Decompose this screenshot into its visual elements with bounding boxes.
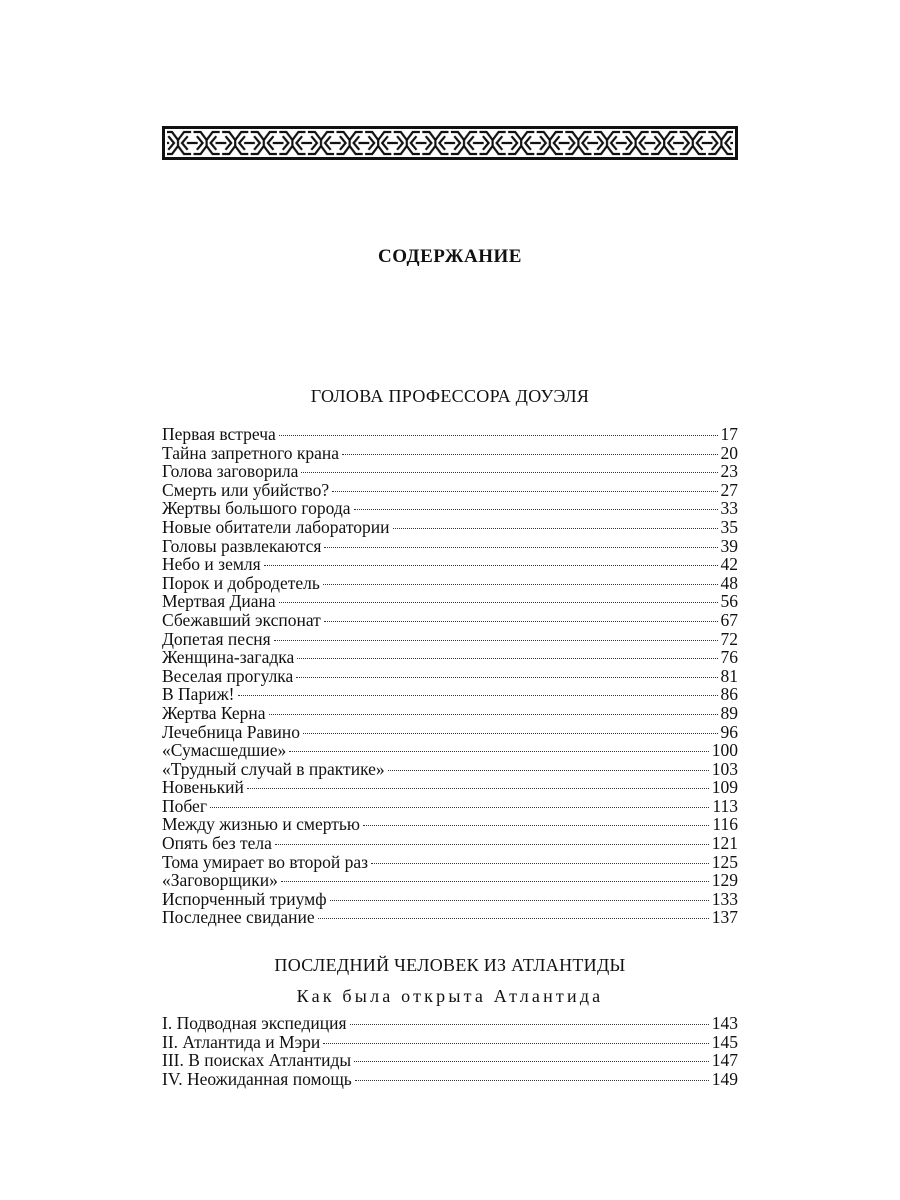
toc-entry-title: Женщина-загадка: [162, 647, 295, 668]
toc-entry: [162, 648, 738, 667]
toc-entry-page-number: 100: [711, 740, 738, 761]
toc-entry-page-number: 39: [720, 535, 738, 556]
toc-entry-page-number: 35: [720, 516, 738, 537]
dot-leader: [354, 1061, 709, 1062]
toc-entry: [162, 611, 738, 630]
dot-leader: [323, 1043, 709, 1044]
toc-entry-page-number: 27: [720, 479, 738, 500]
toc-entry-page-number: 76: [720, 647, 738, 668]
page-title: СОДЕРЖАНИЕ: [378, 246, 522, 267]
toc-entry-title: Смерть или убийство?: [162, 479, 330, 500]
dot-leader: [355, 1080, 709, 1081]
toc-entry: [162, 481, 738, 500]
dot-leader: [264, 565, 718, 566]
toc-entry-title: Допетая песня: [162, 628, 271, 649]
toc-entry: [162, 444, 738, 463]
toc-entry-page-number: 147: [711, 1050, 738, 1071]
dot-leader: [371, 863, 709, 864]
toc-entry-page-number: 20: [720, 442, 738, 463]
dot-leader: [393, 528, 718, 529]
toc-entry-title: I. Подводная экспедиция: [162, 1013, 347, 1033]
toc-entry-page-number: 133: [711, 888, 738, 909]
toc-entry-page-number: 143: [711, 1013, 738, 1033]
toc-entry-title: IV. Неожиданная помощь: [162, 1068, 352, 1089]
dot-leader: [269, 714, 718, 715]
toc-entry: [162, 1014, 738, 1033]
toc-entry: [162, 834, 738, 853]
toc-entry-page-number: 67: [720, 609, 738, 630]
toc-entry-title: Лечебница Равино: [162, 721, 301, 742]
dot-leader: [330, 900, 709, 901]
toc-entry: [162, 462, 738, 481]
dot-leader: [297, 658, 717, 659]
dot-leader: [324, 621, 718, 622]
dot-leader: [318, 918, 709, 919]
toc-entry-title: II. Атлантида и Мэри: [162, 1031, 321, 1052]
dot-leader: [323, 584, 718, 585]
toc-entry: [162, 425, 738, 444]
dot-leader: [279, 435, 718, 436]
toc-entry-page-number: 56: [720, 591, 738, 612]
toc-entry-title: Веселая прогулка: [162, 665, 294, 686]
toc-entry: [162, 574, 738, 593]
dot-leader: [247, 788, 709, 789]
dot-leader: [275, 844, 709, 845]
toc-entry-page-number: 81: [720, 665, 738, 686]
toc-entry-title: Опять без тела: [162, 833, 272, 854]
toc-entry: [162, 499, 738, 518]
toc-entry-page-number: 86: [720, 684, 738, 705]
toc-entry: [162, 667, 738, 686]
part2-toc-list: [162, 1014, 738, 1088]
toc-entry: [162, 797, 738, 816]
toc-entry-title: «Сумасшедшие»: [162, 740, 287, 761]
toc-entry-title: Головы развлекаются: [162, 535, 322, 556]
toc-entry-page-number: 42: [720, 554, 738, 575]
toc-entry-page-number: 33: [720, 498, 738, 519]
toc-entry-title: Между жизнью и смертью: [162, 814, 360, 835]
toc-entry: [162, 1070, 738, 1089]
toc-entry: [162, 871, 738, 890]
toc-entry-title: Тайна запретного крана: [162, 442, 340, 463]
toc-entry-title: Тома умирает во второй раз: [162, 851, 369, 872]
toc-entry-page-number: 96: [720, 721, 738, 742]
dot-leader: [342, 454, 717, 455]
toc-entry-page-number: 113: [712, 795, 738, 816]
toc-entry: [162, 741, 738, 760]
toc-entry: [162, 908, 738, 927]
toc-entry: [162, 518, 738, 537]
toc-entry: [162, 723, 738, 742]
part1-toc-list: [162, 425, 738, 927]
toc-entry-title: III. В поисках Атлантиды: [162, 1050, 352, 1071]
dot-leader: [210, 807, 709, 808]
part1-heading: ГОЛОВА ПРОФЕССОРА ДОУЭЛЯ: [310, 386, 590, 406]
dot-leader: [289, 751, 708, 752]
toc-entry-page-number: 17: [720, 424, 738, 444]
dot-leader: [281, 881, 709, 882]
toc-entry: [162, 704, 738, 723]
toc-entry-page-number: 109: [711, 777, 738, 798]
toc-entry: [162, 537, 738, 556]
toc-entry-title: Побег: [162, 795, 208, 816]
dot-leader: [303, 733, 717, 734]
toc-entry-title: Последнее свидание: [162, 907, 315, 928]
toc-entry-title: Сбежавший экспонат: [162, 609, 321, 630]
dot-leader: [274, 640, 718, 641]
dot-leader: [301, 472, 717, 473]
toc-entry: [162, 760, 738, 779]
toc-entry-title: «Заговорщики»: [162, 870, 278, 891]
toc-entry: [162, 630, 738, 649]
toc-entry-page-number: 72: [720, 628, 738, 649]
toc-entry: [162, 890, 738, 909]
toc-entry-title: В Париж!: [162, 684, 235, 705]
toc-entry-title: Жертвы большого города: [162, 498, 351, 519]
toc-entry-title: Жертва Керна: [162, 702, 266, 723]
toc-entry: [162, 555, 738, 574]
dot-leader: [354, 509, 718, 510]
toc-entry-title: Голова заговорила: [162, 461, 299, 482]
dot-leader: [363, 825, 709, 826]
dot-leader: [279, 602, 718, 603]
toc-entry: [162, 1051, 738, 1070]
toc-entry: [162, 592, 738, 611]
dot-leader: [332, 491, 717, 492]
toc-entry-page-number: 149: [711, 1068, 738, 1089]
toc-entry: [162, 1033, 738, 1052]
toc-entry-title: Первая встреча: [162, 424, 276, 444]
toc-entry-page-number: 125: [711, 851, 738, 872]
toc-entry-page-number: 103: [711, 758, 738, 779]
toc-entry: [162, 815, 738, 834]
toc-entry-page-number: 145: [711, 1031, 738, 1052]
toc-entry-page-number: 116: [712, 814, 738, 835]
toc-entry-title: «Трудный случай в практике»: [162, 758, 385, 779]
toc-entry: [162, 778, 738, 797]
dot-leader: [350, 1024, 709, 1025]
toc-entry-page-number: 121: [711, 833, 738, 854]
toc-entry-title: Мертвая Диана: [162, 591, 276, 612]
toc-entry-title: Небо и земля: [162, 554, 261, 575]
toc-entry-page-number: 23: [720, 461, 738, 482]
decorative-border-ornament: [162, 126, 738, 160]
dot-leader: [388, 770, 709, 771]
part2-heading: ПОСЛЕДНИЙ ЧЕЛОВЕК ИЗ АТЛАНТИДЫ: [274, 955, 626, 975]
dot-leader: [324, 547, 717, 548]
dot-leader: [238, 695, 718, 696]
toc-entry-page-number: 48: [720, 572, 738, 593]
toc-entry-title: Новые обитатели лаборатории: [162, 516, 390, 537]
toc-entry-page-number: 129: [711, 870, 738, 891]
toc-entry: [162, 853, 738, 872]
toc-entry-title: Новенький: [162, 777, 244, 798]
toc-entry-title: Порок и добродетель: [162, 572, 320, 593]
dot-leader: [296, 677, 717, 678]
toc-entry-page-number: 89: [720, 702, 738, 723]
part2-subheading: Как была открыта Атлантида: [296, 986, 604, 1006]
toc-entry-page-number: 137: [711, 907, 738, 928]
toc-entry-title: Испорченный триумф: [162, 888, 327, 909]
toc-entry: [162, 685, 738, 704]
